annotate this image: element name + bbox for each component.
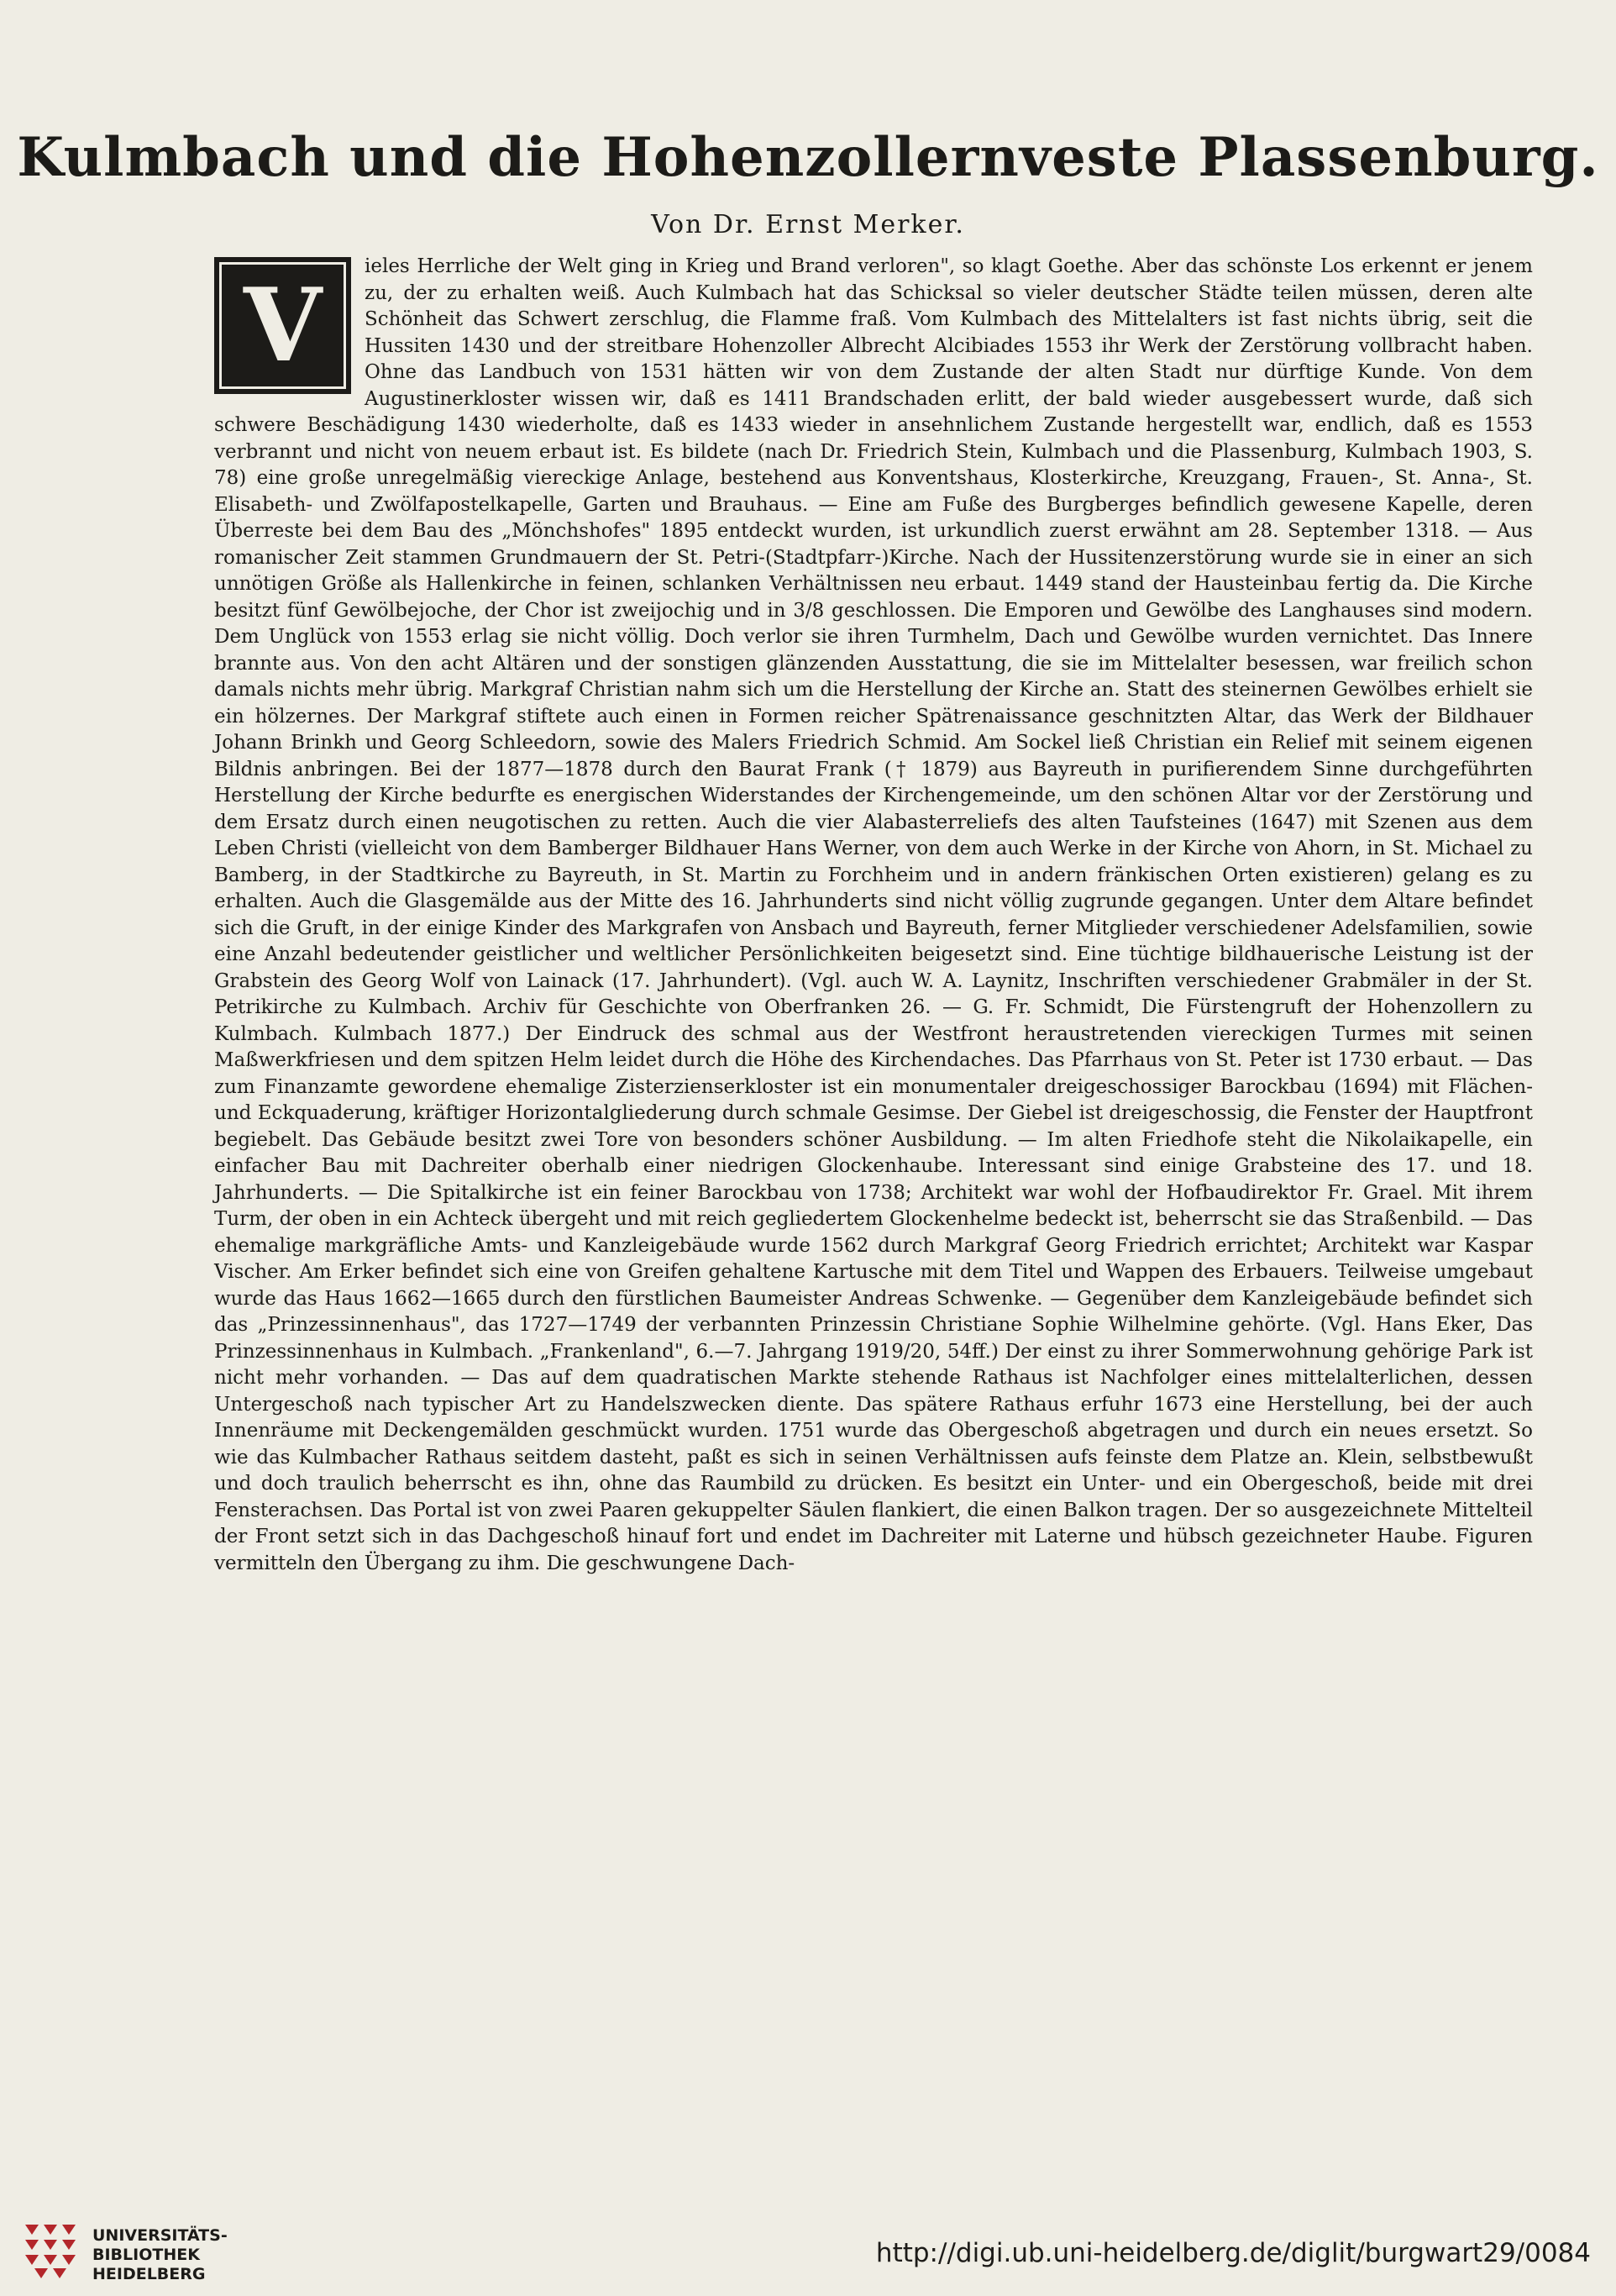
institution-line-1: UNIVERSITÄTS- [92,2226,228,2245]
institution-line-2: BIBLIOTHEK [92,2246,200,2264]
source-url-link[interactable]: http://digi.ub.uni-heidelberg.de/diglit/burgwart29/0084 [875,2238,1591,2268]
institution-name [92,2226,228,2284]
article-body [214,254,1533,1577]
decorated-initial: V [214,257,351,394]
university-logo-icon [20,2220,81,2280]
article-title: Kulmbach und die Hohenzollernveste Plassenburg. [17,126,1599,189]
institution-line-3: HEIDELBERG [92,2265,206,2283]
page-footer [0,2201,1616,2296]
article-text: ieles Herrliche der Welt ging in Krieg und Brand verloren", so klagt Goethe. Aber das schönste Los erkennt er jenem zu, der zu erhalten weiß. Auch Kulmbach hat das Schicksal so vieler deutscher Städte teilen müssen, deren alte Schönheit das Schwert zerschlug, die Flamme fraß. Vom Kulmbach des Mittelalters ist fast nichts übrig, seit die Hussiten 1430 und der streitbare Hohenzoller Albrecht Alcibiades 1553 ihr Werk der Zerstörung vollbracht haben. Ohne das Landbuch von 1531 hätten wir von dem Zustande der alten Stadt nur dürftige Kunde. Von dem Augustinerkloster wissen wir, daß es 1411 Brandschaden erlitt, der bald wieder ausgebessert wurde, daß sich schwere Beschädigung 1430 wiederholte, daß es 1433 wieder in ansehnlichem Zustande hergestellt war, endlich, daß es 1553 verbrannt und nicht von neuem erbaut ist. Es bildete (nach Dr. Friedrich Stein, Kulmbach und die Plassenburg, Kulmbach 1903, S. 78) eine große unregelmäßig viereckige Anlage, bestehend aus Konventshaus, Klosterkirche, Kreuzgang, Frauen-, St. Anna-, St. Elisabeth- und Zwölfapostelkapelle, Garten und Brauhaus. — Eine am Fuße des Burgberges befindlich gewesene Kapelle, deren Überreste bei dem Bau des „Mönchshofes" 1895 entdeckt wurden, ist urkundlich zuerst erwähnt am 28. September 1318. — Aus romanischer Zeit stammen Grundmauern der St. Petri-(Stadtpfarr-)Kirche. Nach der Hussitenzerstörung wurde sie in einer an sich unnötigen Größe als Hallenkirche in feinen, schlanken Verhältnissen neu erbaut. 1449 stand der Hausteinbau fertig da. Die Kirche besitzt fünf Gewölbejoche, der Chor ist zweijochig und in 3/8 geschlossen. Die Emporen und Gewölbe des Langhauses sind modern. Dem Unglück von 1553 erlag sie nicht völlig. Doch verlor sie ihren Turmhelm, Dach und Gewölbe wurden vernichtet. Das Innere brannte aus. Von den acht Altären und der sonstigen glänzenden Ausstattung, die sie im Mittelalter besessen, war freilich schon damals nichts mehr übrig. Markgraf Christian nahm sich um die Herstellung der Kirche an. Statt des steinernen Gewölbes erhielt sie ein hölzernes. Der Markgraf stiftete auch einen in Formen reicher Spätrenaissance geschnitzten Altar, das Werk der Bildhauer Johann Brinkh und Georg Schleedorn, sowie des Malers Friedrich Schmid. Am Sockel ließ Christian ein Relief mit seinem eigenen Bildnis anbringen. Bei der 1877—1878 durch den Baurat Frank († 1879) aus Bayreuth in purifierendem Sinne durchgeführten Herstellung der Kirche bedurfte es energischen Widerstandes der Kirchengemeinde, um den schönen Altar vor der Zerstörung und dem Ersatz durch einen neugotischen zu retten. Auch die vier Alabasterreliefs des alten Taufsteines (1647) mit Szenen aus dem Leben Christi (vielleicht von dem Bamberger Bildhauer Hans Werner, von dem auch Werke in der Kirche von Ahorn, in St. Michael zu Bamberg, in der Stadtkirche zu Bayreuth, in St. Martin zu Forchheim und in andern fränkischen Orten existieren) gelang es zu erhalten. Auch die Glasgemälde aus der Mitte des 16. Jahrhunderts sind nicht völlig zugrunde gegangen. Unter dem Altare befindet sich die Gruft, in der einige Kinder des Markgrafen von Ansbach und Bayreuth, ferner Mitglieder verschiedener Adelsfamilien, sowie eine Anzahl bedeutender geistlicher und weltlicher Persönlichkeiten beigesetzt sind. Eine tüchtige bildhauerische Leistung ist der Grabstein des Georg Wolf von Lainack (17. Jahrhundert). (Vgl. auch W. A. Laynitz, Inschriften verschiedener Grabmäler in der St. Petrikirche zu Kulmbach. Archiv für Geschichte von Oberfranken 26. — G. Fr. Schmidt, Die Fürstengruft der Hohenzollern zu Kulmbach. Kulmbach 1877.) Der Eindruck des schmal aus der Westfront heraustretenden viereckigen Turmes mit seinen Maßwerkfriesen und dem spitzen Helm leidet durch die Höhe des Kirchendaches. Das Pfarrhaus von St. Peter ist 1730 erbaut. — Das zum Finanzamte gewordene ehemalige Zisterzienserkloster ist ein monumentaler dreigeschossiger Barockbau (1694) mit Flächen- und Eckquaderung, kräftiger Horizontalgliederung durch schmale Gesimse. Der Giebel ist dreigeschossig, die Fenster der Hauptfront begiebelt. Das Gebäude besitzt zwei Tore von besonders schöner Ausbildung. — Im alten Friedhofe steht die Nikolaikapelle, ein einfacher Bau mit Dachreiter oberhalb einer niedrigen Glockenhaube. Interessant sind einige Grabsteine des 17. und 18. Jahrhunderts. — Die Spitalkirche ist ein feiner Barockbau von 1738; Architekt war wohl der Hofbaudirektor Fr. Grael. Mit ihrem Turm, der oben in ein Achteck übergeht und mit reich gegliedertem Glockenhelme bedeckt ist, beherrscht sie das Straßenbild. — Das ehemalige markgräfliche Amts- und Kanzleigebäude wurde 1562 durch Markgraf Georg Friedrich errichtet; Architekt war Kaspar Vischer. Am Erker befindet sich eine von Greifen gehaltene Kartusche mit dem Titel und Wappen des Erbauers. Teilweise umgebaut wurde das Haus 1662—1665 durch den fürstlichen Baumeister Andreas Schwenke. — Gegenüber dem Kanzleigebäude befindet sich das „Prinzessinnenhaus", das 1727—1749 der verbannten Prinzessin Christiane Sophie Wilhelmine gehörte. (Vgl. Hans Eker, Das Prinzessinnenhaus in Kulmbach. „Frankenland", 6.—7. Jahrgang 1919/20, 54ff.) Der einst zu ihrer Sommerwohnung gehörige Park ist nicht mehr vorhanden. — Das auf dem quadratischen Markte stehende Rathaus ist Nachfolger eines mittelalterlichen, dessen Untergeschoß nach typischer Art zu Handelszwecken diente. Das spätere Rathaus erfuhr 1673 eine Herstellung, bei der auch Innenräume mit Deckengemälden geschmückt wurden. 1751 wurde das Obergeschoß abgetragen und durch ein neues ersetzt. So wie das Kulmbacher Rathaus seitdem dasteht, paßt es sich in seinen Verhältnissen aufs feinste dem Platze an. Klein, selbstbewußt und doch traulich beherrscht es ihn, ohne das Raumbild zu drücken. Es besitzt ein Unter- und ein Obergeschoß, beide mit drei Fensterachsen. Das Portal ist von zwei Paaren gekuppelter Säulen flankiert, die einen Balkon tragen. Der so ausgezeichnete Mittelteil der Front setzt sich in das Dachgeschoß hinauf fort und endet im Dachreiter mit Laterne und hübsch gezeichneter Haube. Figuren vermitteln den Übergang zu ihm. Die geschwungene Dach- [214,255,1533,1574]
author-byline: Von Dr. Ernst Merker. [651,210,965,239]
